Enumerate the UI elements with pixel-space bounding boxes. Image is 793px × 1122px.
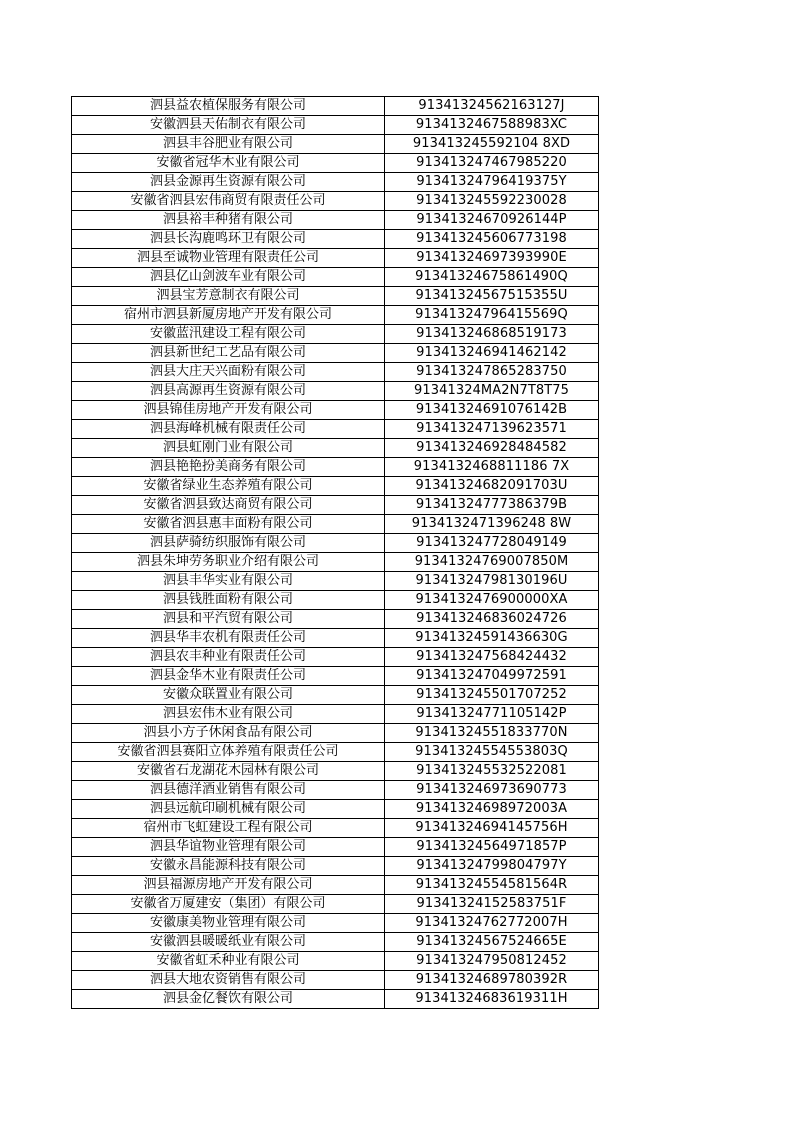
- table-row: [72, 173, 599, 192]
- table-row: [72, 629, 599, 648]
- credit-code-cell: 91341324689780392R: [385, 971, 599, 990]
- credit-code-cell: 91341324554553803Q: [385, 743, 599, 762]
- credit-code-cell: 913413246868519173: [385, 325, 599, 344]
- credit-code-cell: 913413246928484582: [385, 439, 599, 458]
- company-name-cell: 泗县新世纪工艺品有限公司: [72, 344, 385, 363]
- table-row: [72, 572, 599, 591]
- credit-code-cell: 91341324551833770N: [385, 724, 599, 743]
- company-name-cell: 泗县大地农资销售有限公司: [72, 971, 385, 990]
- table-row: [72, 971, 599, 990]
- company-name-cell: 泗县远航印刷机械有限公司: [72, 800, 385, 819]
- company-name-cell: 泗县朱坤劳务职业介绍有限公司: [72, 553, 385, 572]
- credit-code-cell: 913413247049972591: [385, 667, 599, 686]
- credit-code-cell: 913413245501707252: [385, 686, 599, 705]
- company-name-cell: 泗县丰华实业有限公司: [72, 572, 385, 591]
- company-name-cell: 泗县宝芳意制衣有限公司: [72, 287, 385, 306]
- credit-code-cell: 91341324562163127J: [385, 97, 599, 116]
- company-name-cell: 安徽省虹禾种业有限公司: [72, 952, 385, 971]
- credit-code-cell: 913413247950812452: [385, 952, 599, 971]
- company-name-cell: 泗县至诚物业管理有限责任公司: [72, 249, 385, 268]
- table-row: [72, 192, 599, 211]
- company-name-cell: 泗县德洋酒业销售有限公司: [72, 781, 385, 800]
- table-row: [72, 933, 599, 952]
- credit-code-cell: 913413245592104 8XD: [385, 135, 599, 154]
- table-row: [72, 914, 599, 933]
- credit-code-cell: 91341324152583751F: [385, 895, 599, 914]
- table-row: [72, 439, 599, 458]
- table-row: [72, 686, 599, 705]
- credit-code-cell: 913413247568424432: [385, 648, 599, 667]
- table-row: [72, 819, 599, 838]
- company-name-cell: 泗县益农植保服务有限公司: [72, 97, 385, 116]
- table-row: [72, 325, 599, 344]
- credit-code-cell: 913413246973690773: [385, 781, 599, 800]
- table-row: [72, 344, 599, 363]
- credit-code-cell: 91341324591436630G: [385, 629, 599, 648]
- credit-code-cell: 91341324683619311H: [385, 990, 599, 1009]
- credit-code-cell: 91341324694145756H: [385, 819, 599, 838]
- table-row: [72, 382, 599, 401]
- company-name-cell: 安徽泗县天佑制衣有限公司: [72, 116, 385, 135]
- credit-code-cell: 91341324762772007H: [385, 914, 599, 933]
- table-row: [72, 116, 599, 135]
- table-row: [72, 420, 599, 439]
- table-row: [72, 401, 599, 420]
- company-name-cell: 泗县小方子休闲食品有限公司: [72, 724, 385, 743]
- company-name-cell: 泗县农丰种业有限责任公司: [72, 648, 385, 667]
- company-name-cell: 安徽蓝汛建设工程有限公司: [72, 325, 385, 344]
- table-body: [72, 97, 599, 1009]
- table-row: [72, 306, 599, 325]
- credit-code-cell: 91341324777386379B: [385, 496, 599, 515]
- table-row: [72, 477, 599, 496]
- company-name-cell: 安徽省万厦建安（集团）有限公司: [72, 895, 385, 914]
- credit-code-cell: 91341324675861490Q: [385, 268, 599, 287]
- table-row: [72, 515, 599, 534]
- credit-code-cell: 913413246941462142: [385, 344, 599, 363]
- company-name-cell: 宿州市飞虹建设工程有限公司: [72, 819, 385, 838]
- company-name-cell: 安徽泗县暖暖纸业有限公司: [72, 933, 385, 952]
- credit-code-cell: 91341324670926144P: [385, 211, 599, 230]
- company-name-cell: 安徽省石龙湖花木园林有限公司: [72, 762, 385, 781]
- table-row: [72, 534, 599, 553]
- credit-code-cell: 913413245592230028: [385, 192, 599, 211]
- company-registry-table: [71, 96, 599, 1009]
- credit-code-cell: 9134132468811186 7X: [385, 458, 599, 477]
- credit-code-cell: 913413245532522081: [385, 762, 599, 781]
- table-row: [72, 990, 599, 1009]
- company-name-cell: 泗县华丰农机有限责任公司: [72, 629, 385, 648]
- table-row: [72, 230, 599, 249]
- company-name-cell: 安徽众联置业有限公司: [72, 686, 385, 705]
- company-name-cell: 泗县大庄天兴面粉有限公司: [72, 363, 385, 382]
- table-row: [72, 363, 599, 382]
- table-row: [72, 249, 599, 268]
- company-name-cell: 安徽永昌能源科技有限公司: [72, 857, 385, 876]
- table-row: [72, 876, 599, 895]
- company-name-cell: 泗县裕丰种猪有限公司: [72, 211, 385, 230]
- credit-code-cell: 91341324564971857P: [385, 838, 599, 857]
- company-name-cell: 泗县宏伟木业有限公司: [72, 705, 385, 724]
- company-name-cell: 安徽省绿业生态养殖有限公司: [72, 477, 385, 496]
- table-row: [72, 287, 599, 306]
- credit-code-cell: 91341324567515355U: [385, 287, 599, 306]
- credit-code-cell: 91341324799804797Y: [385, 857, 599, 876]
- credit-code-cell: 913413247139623571: [385, 420, 599, 439]
- table-row: [72, 895, 599, 914]
- company-name-cell: 泗县和平汽贸有限公司: [72, 610, 385, 629]
- credit-code-cell: 913413245606773198: [385, 230, 599, 249]
- table-row: [72, 667, 599, 686]
- credit-code-cell: 91341324698972003A: [385, 800, 599, 819]
- company-name-cell: 泗县虹刚门业有限公司: [72, 439, 385, 458]
- credit-code-cell: 91341324MA2N7T8T75: [385, 382, 599, 401]
- table-row: [72, 952, 599, 971]
- company-name-cell: 泗县金亿餐饮有限公司: [72, 990, 385, 1009]
- company-name-cell: 安徽省泗县惠丰面粉有限公司: [72, 515, 385, 534]
- table-row: [72, 591, 599, 610]
- credit-code-cell: 91341324691076142B: [385, 401, 599, 420]
- company-name-cell: 安徽省泗县致达商贸有限公司: [72, 496, 385, 515]
- table-row: [72, 838, 599, 857]
- table-row: [72, 135, 599, 154]
- credit-code-cell: 9134132471396248 8W: [385, 515, 599, 534]
- company-name-cell: 泗县丰谷肥业有限公司: [72, 135, 385, 154]
- company-name-cell: 安徽省泗县赛阳立体养殖有限责任公司: [72, 743, 385, 762]
- table-row: [72, 553, 599, 572]
- table-row: [72, 496, 599, 515]
- table-row: [72, 724, 599, 743]
- company-name-cell: 泗县华谊物业管理有限公司: [72, 838, 385, 857]
- credit-code-cell: 91341324769007850M: [385, 553, 599, 572]
- table-row: [72, 705, 599, 724]
- company-name-cell: 泗县金源再生资源有限公司: [72, 173, 385, 192]
- company-name-cell: 泗县福源房地产开发有限公司: [72, 876, 385, 895]
- credit-code-cell: 91341324697393990E: [385, 249, 599, 268]
- table-row: [72, 781, 599, 800]
- table-row: [72, 610, 599, 629]
- table-row: [72, 648, 599, 667]
- credit-code-cell: 913413247728049149: [385, 534, 599, 553]
- company-name-cell: 泗县海峰机械有限责任公司: [72, 420, 385, 439]
- table-row: [72, 857, 599, 876]
- company-name-cell: 安徽省冠华木业有限公司: [72, 154, 385, 173]
- table-row: [72, 97, 599, 116]
- company-name-cell: 泗县长沟鹿鸣环卫有限公司: [72, 230, 385, 249]
- credit-code-cell: 91341324796415569Q: [385, 306, 599, 325]
- credit-code-cell: 91341324554581564R: [385, 876, 599, 895]
- company-name-cell: 泗县萨骑纺织服饰有限公司: [72, 534, 385, 553]
- credit-code-cell: 913413247467985220: [385, 154, 599, 173]
- credit-code-cell: 913413247865283750: [385, 363, 599, 382]
- table-row: [72, 211, 599, 230]
- credit-code-cell: 91341324682091703U: [385, 477, 599, 496]
- credit-code-cell: 9134132467588983XC: [385, 116, 599, 135]
- company-name-cell: 泗县艳艳扮美商务有限公司: [72, 458, 385, 477]
- company-name-cell: 宿州市泗县新厦房地产开发有限公司: [72, 306, 385, 325]
- table-row: [72, 154, 599, 173]
- credit-code-cell: 913413246836024726: [385, 610, 599, 629]
- company-name-cell: 泗县高源再生资源有限公司: [72, 382, 385, 401]
- table-row: [72, 268, 599, 287]
- company-name-cell: 泗县钱胜面粉有限公司: [72, 591, 385, 610]
- company-name-cell: 安徽康美物业管理有限公司: [72, 914, 385, 933]
- company-name-cell: 安徽省泗县宏伟商贸有限责任公司: [72, 192, 385, 211]
- table-row: [72, 800, 599, 819]
- credit-code-cell: 91341324796419375Y: [385, 173, 599, 192]
- company-name-cell: 泗县锦佳房地产开发有限公司: [72, 401, 385, 420]
- table-row: [72, 743, 599, 762]
- table-row: [72, 458, 599, 477]
- company-name-cell: 泗县金华木业有限责任公司: [72, 667, 385, 686]
- credit-code-cell: 9134132476900000XA: [385, 591, 599, 610]
- company-name-cell: 泗县亿山剑波车业有限公司: [72, 268, 385, 287]
- credit-code-cell: 91341324567524665E: [385, 933, 599, 952]
- credit-code-cell: 91341324798130196U: [385, 572, 599, 591]
- table-row: [72, 762, 599, 781]
- credit-code-cell: 91341324771105142P: [385, 705, 599, 724]
